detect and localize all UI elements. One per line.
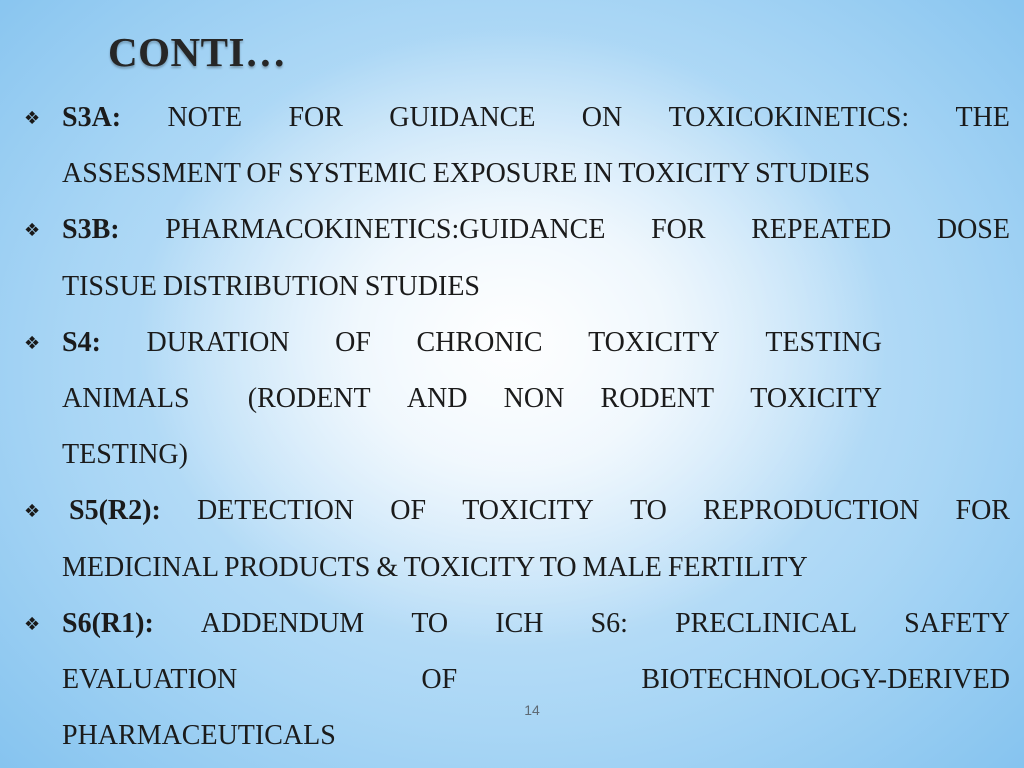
line-word: ON <box>581 102 623 134</box>
line-word: NOTE <box>167 102 243 134</box>
line-word: THE <box>955 102 1010 134</box>
line-word: GUIDANCE <box>389 102 536 134</box>
line-word: REPRODUCTION <box>703 495 920 527</box>
line-word: EVALUATION <box>62 663 238 695</box>
list-item-line <box>62 540 1010 596</box>
line-word: ADDENDUM <box>200 607 365 639</box>
list-item-line <box>62 90 1010 146</box>
line-word: PHARMACOKINETICS:GUIDANCE <box>165 214 606 246</box>
list-item-line <box>62 315 882 371</box>
line-text: TISSUE DISTRIBUTION STUDIES <box>62 270 480 302</box>
line-word: ICH <box>495 607 544 639</box>
guideline-list <box>20 90 1010 764</box>
list-item-s3a <box>20 90 1010 202</box>
line-word: BIOTECHNOLOGY-DERIVED <box>641 663 1010 695</box>
line-word: PRECLINICAL <box>675 607 858 639</box>
list-item-s6-r1 <box>20 596 1010 765</box>
line-word: CHRONIC <box>416 326 543 358</box>
line-word: TESTING <box>765 326 882 358</box>
guideline-code: S4: <box>62 326 101 358</box>
list-item-s4 <box>20 315 1010 484</box>
list-item-line <box>62 202 1010 258</box>
line-text: PHARMACEUTICALS <box>62 720 336 752</box>
line-word: RODENT <box>600 383 715 415</box>
line-word: (RODENT <box>247 383 371 415</box>
line-word: FOR <box>288 102 343 134</box>
line-word: FOR <box>651 214 706 246</box>
guideline-code: S3A: <box>62 102 122 134</box>
list-item-s5-r2 <box>20 483 1010 595</box>
line-word: NON <box>503 383 565 415</box>
line-text: ASSESSMENT OF SYSTEMIC EXPOSURE IN TOXICITY STUDIES <box>62 158 871 190</box>
list-item-line <box>62 146 1010 202</box>
line-word: ANIMALS <box>62 383 190 415</box>
bullet-icon: ❖ <box>24 332 41 354</box>
line-word: AND <box>406 383 468 415</box>
line-word: REPEATED <box>751 214 892 246</box>
bullet-icon: ❖ <box>24 108 41 129</box>
line-word: DOSE <box>936 214 1010 246</box>
line-word: TOXICITY <box>588 326 720 358</box>
line-word: OF <box>335 326 371 358</box>
bullet-icon: ❖ <box>24 501 41 523</box>
guideline-code: S6(R1): <box>62 607 154 639</box>
line-text: MEDICINAL PRODUCTS & TOXICITY TO MALE FERTILITY <box>62 551 808 583</box>
line-word: TO <box>411 607 449 639</box>
line-word: TO <box>630 495 667 527</box>
list-item-line <box>62 596 1010 652</box>
slide-title: CONTI… <box>108 29 287 75</box>
line-word: S6: <box>590 607 628 639</box>
list-item-line <box>62 427 1010 483</box>
guideline-code: S3B: <box>62 214 120 246</box>
line-text: TESTING) <box>62 439 188 471</box>
page-number: 14 <box>524 702 540 718</box>
guideline-code: S5(R2): <box>69 495 161 527</box>
list-item-s3b <box>20 202 1010 314</box>
line-word: FOR <box>955 495 1010 527</box>
line-word: TOXICITY <box>750 383 882 415</box>
bullet-icon: ❖ <box>24 220 41 242</box>
line-word: SAFETY <box>904 607 1010 639</box>
line-word: DURATION <box>146 326 290 358</box>
line-word: OF <box>421 663 458 695</box>
line-word: DETECTION <box>196 495 355 527</box>
list-item-line <box>62 259 1010 315</box>
line-word: TOXICOKINETICS: <box>668 102 910 134</box>
list-item-line <box>62 483 1010 539</box>
line-word: OF <box>390 495 427 527</box>
list-item-line <box>62 652 1010 708</box>
bullet-icon: ❖ <box>24 613 41 635</box>
line-word: TOXICITY <box>462 495 594 527</box>
list-item-line <box>62 371 882 427</box>
